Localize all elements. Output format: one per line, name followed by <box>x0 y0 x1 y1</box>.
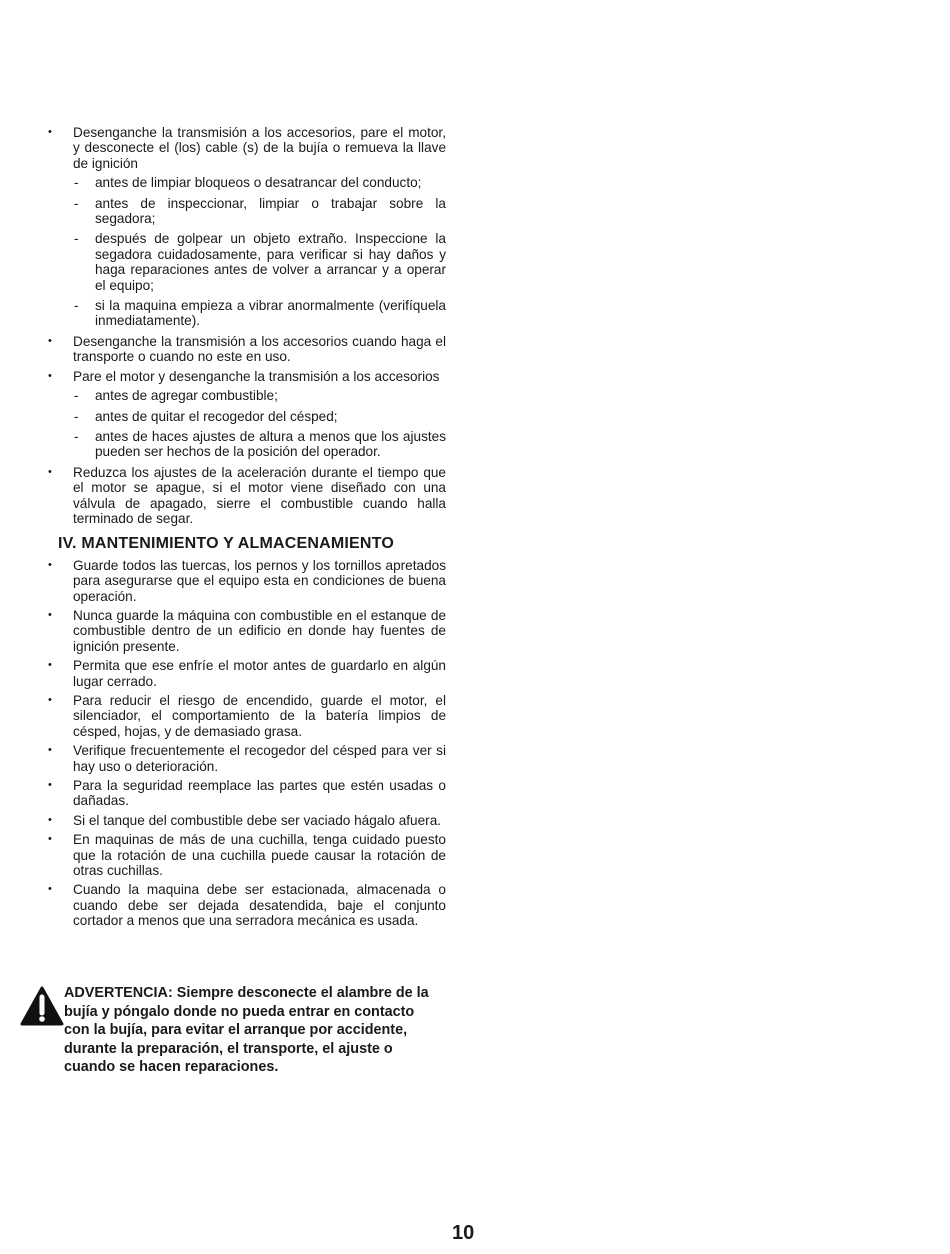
list-item: • Para la seguridad reemplace las partes que estén usadas o dañadas. <box>46 778 446 809</box>
list-item <box>46 465 446 527</box>
sub-list-item: - antes de limpiar bloqueos o desatrancar del conducto; <box>73 175 446 190</box>
sub-list-item: - si la maquina empieza a vibrar anormalmente (verifíquela inmediatamente). <box>73 298 446 329</box>
sub-list-item: - después de golpear un objeto extraño. Inspeccione la segadora cuidadosamente, para verificar si hay daños y haga reparaciones antes de volver a arrancar y a operar el equipo; <box>73 231 446 293</box>
bullet-text: Desenganche la transmisión a los accesorios cuando haga el transporte o cuando no este en uso. <box>73 333 446 365</box>
list-item: • Nunca guarde la máquina con combustible en el estanque de combustible dentro de un edificio en donde hay fuentes de ignición presente. <box>46 608 446 654</box>
bullet-text: Desenganche la transmisión a los accesorios, pare el motor, y desconecte el (los) cable (s) de la bujía o remueva la llave de ignición <box>73 125 446 171</box>
sub-list-item: - antes de quitar el recogedor del césped; <box>73 409 446 424</box>
list-item: • Si el tanque del combustible debe ser vaciado hágalo afuera. <box>46 813 446 828</box>
sub-list-item: - antes de haces ajustes de altura a menos que los ajustes pueden ser hechos de la posición del operador. <box>73 429 446 460</box>
list-item: • Para reducir el riesgo de encendido, guarde el motor, el silenciador, el comportamiento de la batería limpios de césped, hojas, y de demasiado grasa. <box>46 693 446 739</box>
sub-list-item: - antes de inspeccionar, limpiar o trabajar sobre la segadora; <box>73 196 446 227</box>
page-number: 10 <box>452 1222 475 1244</box>
warning-text: ADVERTENCIA: Siempre desconecte el alambre de la bujía y póngalo donde no pueda entrar en contacto con la bujía, para evitar el arranque por accidente, durante la preparación, el transporte, el ajuste o cuando se hacen reparaciones. <box>64 985 429 1076</box>
list-item <box>46 369 446 460</box>
text-column <box>46 125 446 933</box>
bullet-text: Reduzca los ajustes de la aceleración durante el tiempo que el motor se apague, si el motor viene diseñado con una válvula de apagado, sierre el combustible cuando halla terminado de segar. <box>73 464 446 526</box>
list-item: • Cuando la maquina debe ser estacionada, almacenada o cuando debe ser dejada desatendida, baje el conjunto cortador a menos que una serradora mecánica es usada. <box>46 882 446 928</box>
warning-triangle-icon <box>20 986 64 1026</box>
list-item: • Verifique frecuentemente el recogedor del césped para ver si hay uso o deterioración. <box>46 743 446 774</box>
list-item: • Guarde todos las tuercas, los pernos y los tornillos apretados para asegurarse que el equipo esta en condiciones de buena operación. <box>46 558 446 604</box>
sub-list-item: - antes de agregar combustible; <box>73 388 446 403</box>
list-item <box>46 334 446 365</box>
list-item: • Permita que ese enfríe el motor antes de guardarlo en algún lugar cerrado. <box>46 658 446 689</box>
list-item <box>46 125 446 329</box>
warning-block <box>20 984 440 1077</box>
section-heading: IV. MANTENIMIENTO Y ALMACENAMIENTO <box>58 535 395 553</box>
list-item: • En maquinas de más de una cuchilla, tenga cuidado puesto que la rotación de una cuchilla puede causar la rotación de otras cuchillas. <box>46 832 446 878</box>
sub-list <box>73 175 446 329</box>
sub-list <box>73 388 446 460</box>
safety-bullet-list <box>46 125 446 526</box>
bullet-text: Pare el motor y desenganche la transmisión a los accesorios <box>73 368 440 384</box>
maintenance-bullet-list <box>46 558 446 929</box>
